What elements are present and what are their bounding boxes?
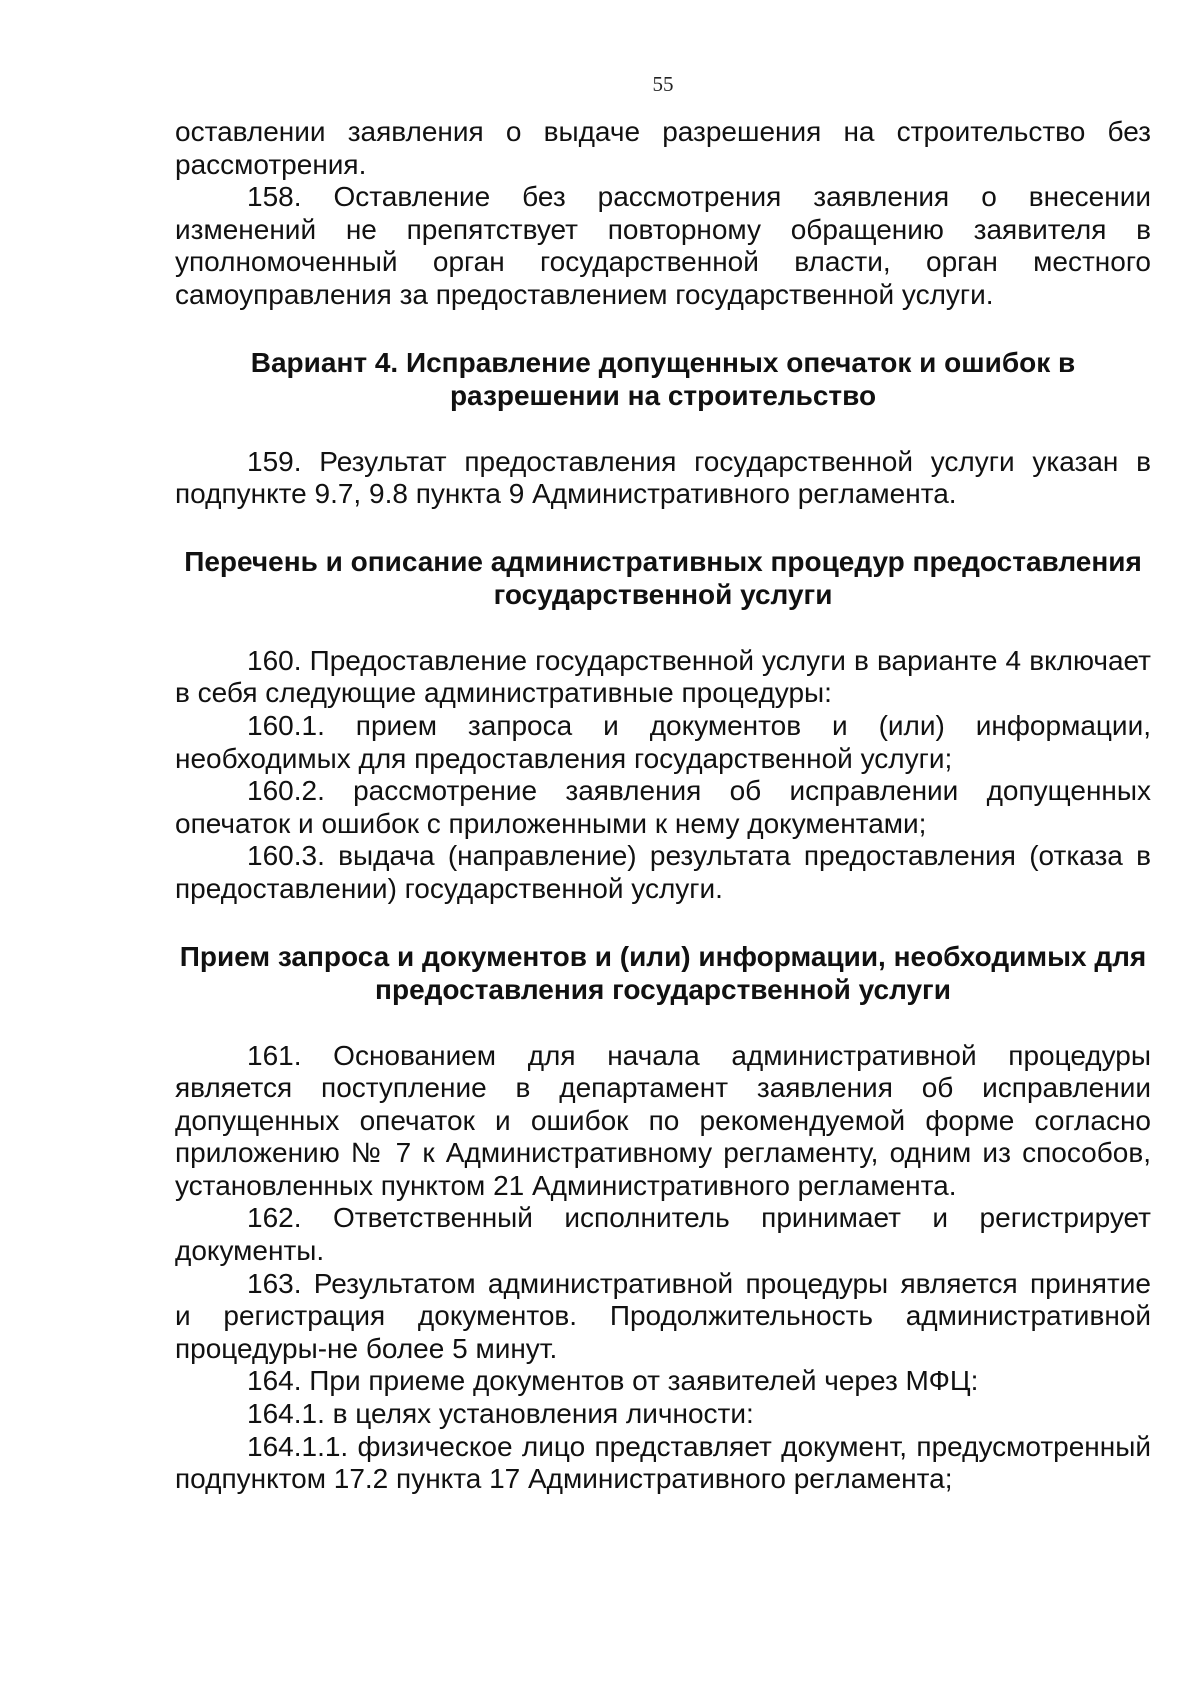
- paragraph-164-1-1: 164.1.1. физическое лицо представляет документ, предусмотренный подпунктом 17.2 пункта 17 Административного регламента;: [175, 1430, 1151, 1495]
- paragraph-160-1: 160.1. прием запроса и документов и (или) информации, необходимых для предоставления государственной услуги;: [175, 709, 1151, 774]
- paragraph-159: 159. Результат предоставления государственной услуги указан в подпункте 9.7, 9.8 пункта 9 Административного регламента.: [175, 445, 1151, 510]
- paragraph-158: 158. Оставление без рассмотрения заявления о внесении изменений не препятствует повторному обращению заявителя в уполномоченный орган государственной власти, орган местного самоуправления за предоставлением государственной услуги.: [175, 181, 1151, 310]
- paragraph-160-3: 160.3. выдача (направление) результата предоставления (отказа в предоставлении) государственной услуги.: [175, 840, 1151, 904]
- paragraph-163: 163. Результатом административной процедуры является принятие и регистрация документов. Продолжительность административной процедуры-не более 5 минут.: [175, 1267, 1151, 1364]
- document-body: [175, 116, 1151, 1496]
- paragraph-164: 164. При приеме документов от заявителей через МФЦ:: [247, 1365, 979, 1397]
- paragraph-164-1: 164.1. в целях установления личности:: [247, 1398, 754, 1430]
- paragraph-160: 160. Предоставление государственной услуги в варианте 4 включает в себя следующие административные процедуры:: [175, 644, 1151, 709]
- paragraph-162: 162. Ответственный исполнитель принимает и регистрирует документы.: [175, 1202, 1151, 1267]
- page-number: 55: [652, 72, 674, 96]
- heading-request-intake: Прием запроса и документов и (или) информации, необходимых для предоставления государственной услуги: [179, 940, 1147, 1005]
- paragraph-continuation: оставлении заявления о выдаче разрешения на строительство без рассмотрения.: [175, 116, 1151, 180]
- heading-variant-4: Вариант 4. Исправление допущенных опечаток и ошибок в разрешении на строительство: [250, 346, 1076, 411]
- paragraph-161: 161. Основанием для начала административной процедуры является поступление в департамент заявления об исправлении допущенных опечаток и ошибок по рекомендуемой форме согласно приложению № 7 к Административному регламенту, одним из способов, установленных пунктом 21 Административного регламента.: [175, 1039, 1151, 1201]
- paragraph-160-2: 160.2. рассмотрение заявления об исправлении допущенных опечаток и ошибок с приложенными к нему документами;: [175, 775, 1151, 839]
- heading-procedures-list: Перечень и описание административных процедур предоставления государственной услуги: [184, 545, 1142, 610]
